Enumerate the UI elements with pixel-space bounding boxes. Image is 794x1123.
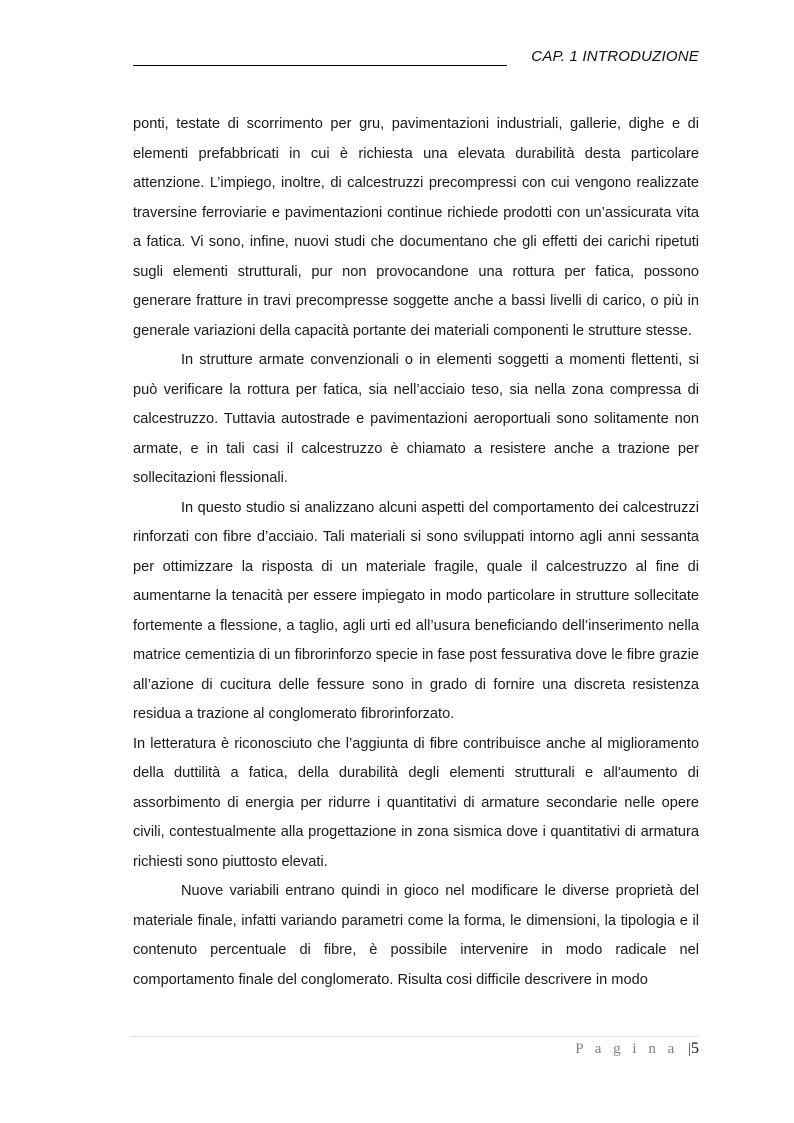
footer-rule [130, 1036, 699, 1037]
header-rule [137, 65, 507, 66]
document-body [133, 110, 699, 995]
paragraph-4: In letteratura è riconosciuto che l’aggiunta di fibre contribuisce anche al miglioramento della duttilità a fatica, della durabilità degli elementi strutturali e all'aumento di assorbimento di energia per ridurre i quantitativi di armature secondarie nelle opere civili, contestualmente alla progettazione in zona sismica dove i quantitativi di armatura richiesti sono piuttosto elevati. [133, 735, 699, 870]
paragraph-5: Nuove variabili entrano quindi in gioco nel modificare le diverse proprietà del materiale finale, infatti variando parametri come la forma, le dimensioni, la tipologia e il contenuto percentuale di fibre, è possibile intervenire in modo radicale nel comportamento finale del conglomerato. Risulta cosi difficile descrivere in modo [133, 883, 699, 988]
page-separator: | [687, 1041, 691, 1057]
page-number: 5 [691, 1040, 699, 1057]
paragraph-2: In strutture armate convenzionali o in elementi soggetti a momenti flettenti, si può verificare la rottura per fatica, sia nell’acciaio teso, sia nella zona compressa di calcestruzzo. Tuttavia autostrade e pavimentazioni aeroportuali sono solitamente non armate, e in tali casi il calcestruzzo è chiamato a resistere anche a trazione per sollecitazioni flessionali. [133, 352, 699, 486]
paragraph-1: ponti, testate di scorrimento per gru, pavimentazioni industriali, gallerie, dighe e di elementi prefabbricati in cui è richiesta una elevata durabilità desta particolare attenzione. L’impiego, inoltre, di calcestruzzi precompressi con cui vengono realizzate traversine ferroviarie e pavimentazioni continue richiede prodotti con un’assicurata vita a fatica. Vi sono, infine, nuovi studi che documentano che gli effetti dei carichi ripetuti sugli elementi strutturali, pur non provocandone una rottura per fatica, possono generare fratture in travi precompresse soggette anche a bassi livelli di carico, o più in generale variazioni della capacità portante dei materiali componenti le strutture stesse. [133, 116, 699, 339]
chapter-title: CAP. 1 INTRODUZIONE [531, 48, 699, 65]
page-label: P a g i n a [575, 1041, 679, 1057]
paragraph-3: In questo studio si analizzano alcuni aspetti del comportamento dei calcestruzzi rinforzati con fibre d’acciaio. Tali materiali si sono sviluppati intorno agli anni sessanta per ottimizzare la risposta di un materiale fragile, quale il calcestruzzo al fine di aumentarne la tenacità per essere impiegato in modo particolare in strutture sollecitate fortemente a flessione, a taglio, agli urti ed all’usura beneficiando dell’inserimento nella matrice cementizia di un fibrorinforzo specie in fase post fessurativa dove le fibre grazie all’azione di cucitura delle fessure sono in grado di fornire una discreta resistenza residua a trazione al conglomerato fibrorinforzato. [133, 499, 699, 722]
page-header [133, 48, 699, 70]
page-footer [575, 1040, 699, 1058]
